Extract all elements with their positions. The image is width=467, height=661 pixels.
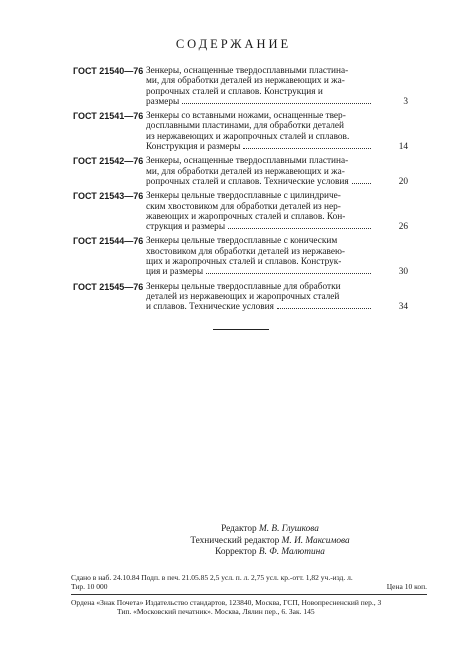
entry-description — [146, 282, 374, 313]
toc-entry — [73, 111, 408, 152]
toc-entry — [73, 236, 408, 277]
page-number: 34 — [398, 302, 408, 313]
standard-code: ГОСТ 21540—76 — [73, 66, 144, 76]
page-number: 14 — [398, 142, 408, 153]
toc-entry — [73, 282, 408, 313]
page-title: СОДЕРЖАНИЕ — [175, 37, 292, 51]
circulation: Тир. 10 000 — [71, 582, 108, 591]
entry-line: из нержавеющих и жаропрочных сталей и сплавов. — [146, 131, 350, 142]
table-of-contents — [73, 66, 408, 317]
entry-description — [146, 191, 374, 232]
entry-line: щих и жаропрочных сталей и сплавов. Конструк- — [146, 257, 342, 268]
standard-code: ГОСТ 21545—76 — [73, 281, 144, 292]
entry-description — [146, 236, 374, 277]
entry-last-line — [146, 222, 374, 232]
standard-code: ГОСТ 21544—76 — [73, 236, 144, 247]
page-number: 20 — [398, 176, 408, 187]
print-data-line: Сдано в наб. 24.10.84 Подп. в печ. 21.05.85 2,5 усл. п. л. 2,75 усл. кр.-отт. 1,82 уч.-изд. л. — [71, 573, 353, 582]
toc-entry — [73, 66, 408, 107]
tech-editor-label: Технический редактор — [190, 535, 280, 546]
imprint-divider — [71, 594, 427, 595]
dot-leader — [352, 177, 371, 184]
entry-line: Зенкеры цельные твердосплавные с коническим — [146, 236, 338, 247]
entry-line: ропрочных сталей и сплавов. Технические условия — [146, 176, 349, 187]
editor-name: М. В. Глушкова — [259, 524, 319, 534]
entry-last-line — [146, 267, 374, 277]
editor-credits — [145, 524, 395, 559]
entry-line: ским хвостовиком для обработки деталей из нер- — [146, 201, 341, 212]
entry-last-line — [146, 97, 374, 107]
toc-entry — [73, 156, 408, 187]
entry-line: Зенкеры со вставными ножами, оснащенные твер- — [146, 111, 346, 122]
proofreader-name: В. Ф. Малютина — [258, 547, 325, 557]
entry-line: жавеющих и жаропрочных сталей и сплавов. Кон- — [146, 211, 346, 222]
publisher-line: Ордена «Знак Почета» Издательство стандартов, 123840, Москва, ГСП, Новопресненский пер., 3 — [71, 598, 382, 607]
proofreader-line — [145, 547, 395, 559]
tech-editor-name: М. И. Максимова — [281, 535, 350, 546]
entry-description — [146, 156, 374, 187]
entry-line: хвостовиком для обработки деталей из нержавею- — [146, 246, 345, 257]
page-number: 30 — [398, 267, 408, 278]
entry-line: ция и размеры — [146, 267, 204, 278]
entry-line: ми, для обработки деталей из нержавеющих и жа- — [146, 166, 345, 177]
entry-line: Зенкеры, оснащенные твердосплавными пластина- — [146, 66, 349, 76]
entry-line: Зенкеры цельные твердосплавные для обработки — [146, 281, 341, 292]
price: Цена 10 коп. — [386, 582, 427, 591]
section-divider — [213, 329, 269, 330]
entry-line: ми, для обработки деталей из нержавеющих и жа- — [146, 76, 345, 87]
standard-code: ГОСТ 21541—76 — [73, 111, 144, 122]
page-number: 3 — [403, 96, 408, 107]
editor-label: Редактор — [221, 524, 257, 534]
standard-code: ГОСТ 21542—76 — [73, 156, 144, 167]
entry-line: размеры — [146, 96, 180, 107]
dot-leader — [243, 142, 371, 149]
entry-line: и сплавов. Технические условия — [146, 302, 274, 313]
entry-line: Зенкеры, оснащенные твердосплавными пластина- — [146, 156, 349, 167]
printer-line: Тип. «Московский печатник». Москва, Лялин пер., 6. Зак. 145 — [117, 607, 315, 616]
publisher-info — [71, 598, 427, 616]
entry-description — [146, 111, 374, 152]
print-details — [71, 573, 427, 591]
circulation-row — [71, 582, 427, 591]
editor-line — [145, 524, 395, 536]
dot-leader — [206, 267, 371, 274]
dot-leader — [277, 302, 371, 309]
entry-line: досплавными пластинами, для обработки деталей — [146, 121, 345, 132]
tech-editor-line — [145, 536, 395, 548]
entry-last-line — [146, 142, 374, 152]
entry-line: ропрочных сталей и сплавов. Конструкция и — [146, 86, 323, 97]
entry-line: Конструкция и размеры — [146, 142, 241, 153]
entry-description — [146, 66, 374, 107]
entry-last-line — [146, 302, 374, 312]
standard-code: ГОСТ 21543—76 — [73, 191, 144, 202]
entry-line: струкция и размеры — [146, 222, 226, 233]
page-number: 26 — [398, 222, 408, 233]
entry-last-line — [146, 177, 374, 187]
dot-leader — [182, 97, 371, 104]
entry-line: деталей из нержавеющих и жаропрочных сталей — [146, 291, 340, 302]
entry-line: Зенкеры цельные твердосплавные с цилиндриче- — [146, 191, 341, 202]
toc-entry — [73, 191, 408, 232]
proofreader-label: Корректор — [215, 547, 257, 557]
dot-leader — [228, 222, 371, 229]
